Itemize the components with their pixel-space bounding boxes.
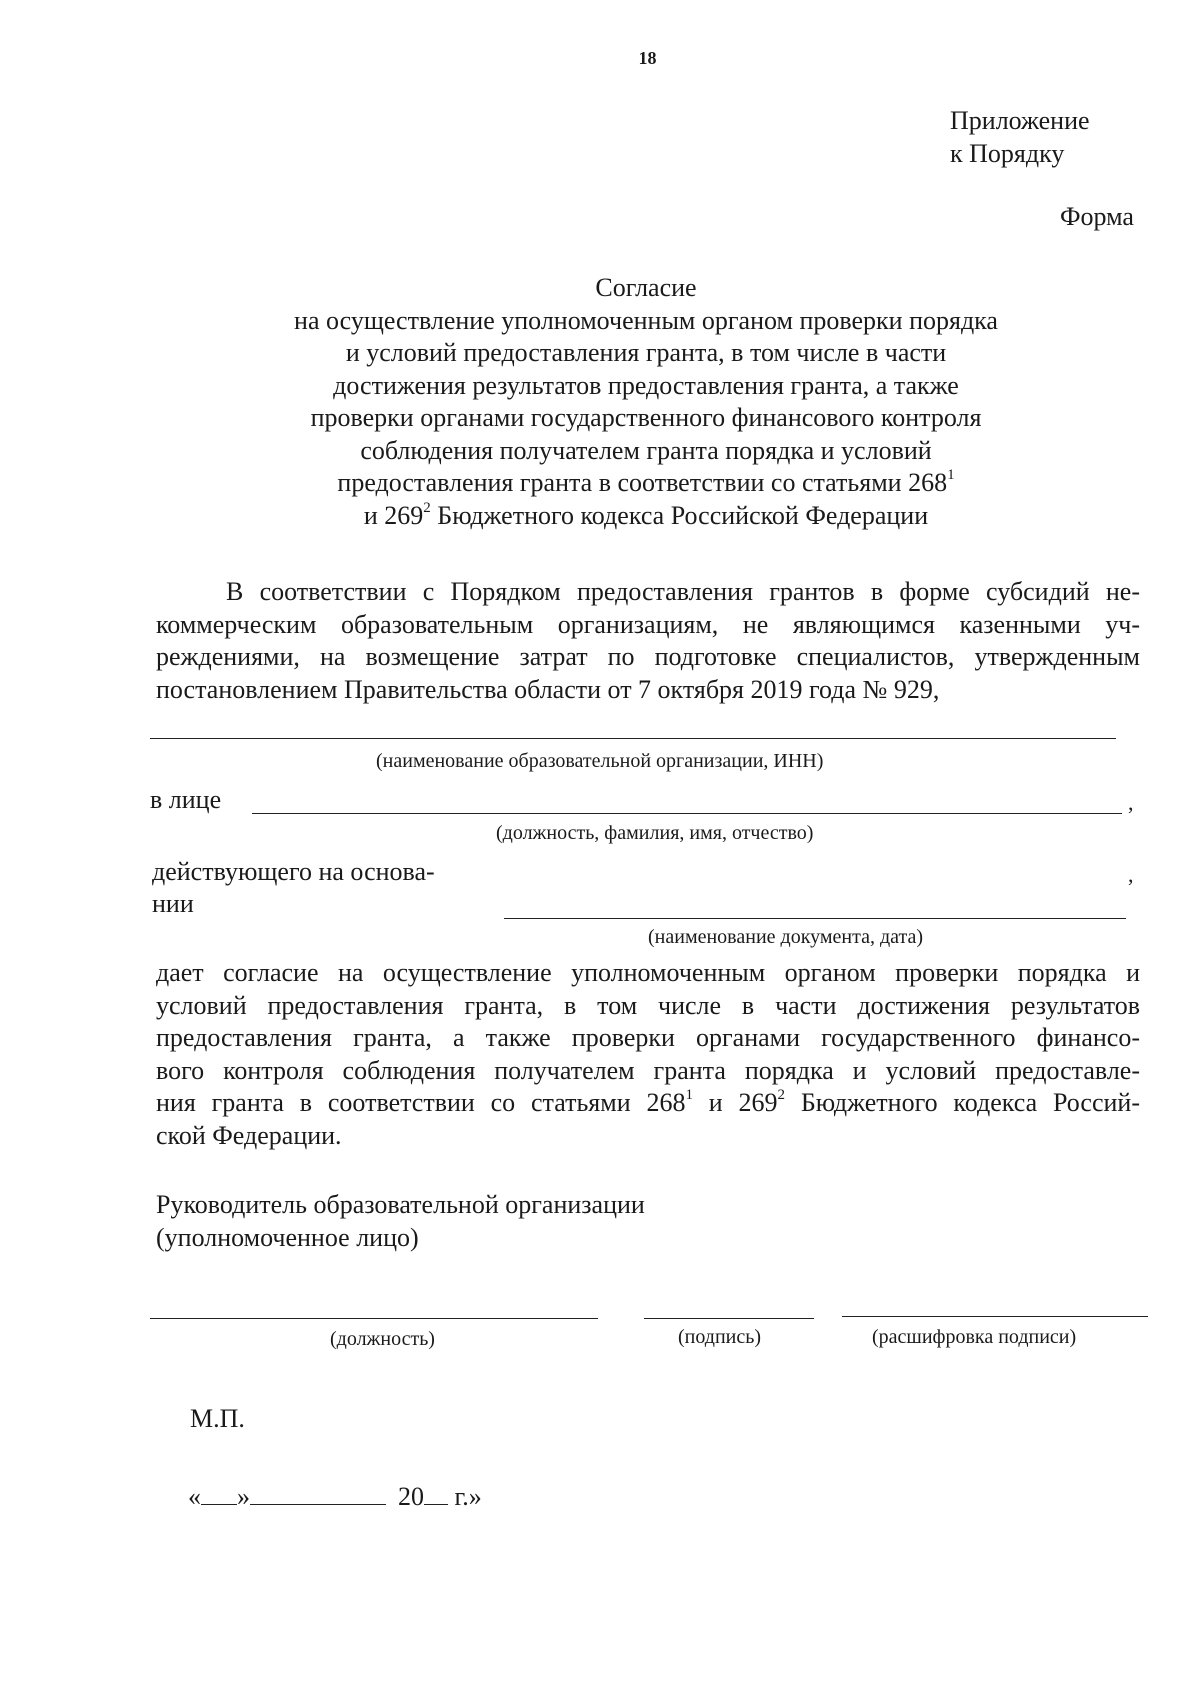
in-person-caption: (должность, фамилия, имя, отчество) [496, 822, 814, 844]
intro-line-2: коммерческим образовательным организациям, не являющимся казенными уч- [156, 609, 1140, 639]
consent-line-5 [156, 1087, 1140, 1120]
title-line-6 [196, 467, 1096, 500]
title-line-6-text: предоставления гранта в соответствии со статьями 268 [337, 468, 948, 497]
consent-line-2: условий предоставления гранта, в том числе в части достижения результатов [156, 990, 1140, 1020]
consent-line-5-c: Бюджетного кодекса Россий- [785, 1088, 1140, 1117]
title-line-2: и условий предоставления гранта, в том числе в части [345, 338, 947, 367]
signatory-block [156, 1188, 645, 1254]
decoding-signature-line[interactable] [842, 1316, 1148, 1317]
day-blank[interactable] [201, 1482, 237, 1505]
year-suffix: г.» [448, 1482, 482, 1511]
consent-line-5-b: и 269 [692, 1088, 778, 1117]
consent-line-4: вого контроля соблюдения получателем гранта порядка и условий предоставле- [156, 1055, 1140, 1085]
consent-line-1: дает согласие на осуществление уполномоченным органом проверки порядка и [156, 958, 1140, 987]
basis-caption: (наименование документа, дата) [648, 926, 924, 948]
title-line-5: соблюдения получателем гранта порядка и условий [360, 435, 932, 465]
title-line-7 [196, 500, 1096, 533]
org-name-field-line[interactable] [150, 738, 1116, 739]
intro-paragraph [156, 576, 1140, 706]
intro-line-3: реждениями, на возмещение затрат по подготовке специалистов, утвержденным [156, 642, 1140, 671]
title-line-7-pre: и 269 [363, 500, 424, 530]
intro-line-4: постановлением Правительства области от 7 октября 2019 года № 929, [156, 674, 940, 704]
month-blank[interactable] [250, 1482, 386, 1505]
consent-line-6: ской Федерации. [156, 1120, 342, 1150]
date-open-quote: « [188, 1482, 201, 1511]
consent-line-3: предоставления гранта, а также проверки органами государственного финансо- [156, 1023, 1140, 1052]
title-line-4: проверки органами государственного финансового контроля [310, 403, 982, 432]
page-number: 18 [638, 48, 657, 68]
consent-line-5-superscript-2: 2 [777, 1087, 786, 1104]
in-person-field-line[interactable] [252, 813, 1122, 814]
title-line-1: на осуществление уполномоченным органом проверки порядка [294, 305, 998, 335]
year-blank[interactable] [424, 1482, 448, 1505]
date-line [188, 1482, 482, 1512]
position-signature-line[interactable] [150, 1318, 598, 1319]
decoding-caption: (расшифровка подписи) [872, 1326, 1077, 1348]
title-heading: Согласие [595, 273, 697, 302]
signature-line[interactable] [644, 1318, 814, 1319]
title-line-3: достижения результатов предоставления гранта, а также [333, 370, 959, 400]
signature-caption: (подпись) [678, 1326, 762, 1348]
title-line-7-superscript: 2 [423, 499, 431, 516]
basis-field-line[interactable] [504, 918, 1126, 919]
position-caption: (должность) [330, 1328, 435, 1350]
signatory-line-2: (уполномоченное лицо) [156, 1223, 419, 1252]
basis-label [152, 856, 435, 920]
date-close-quote: » [237, 1482, 250, 1511]
form-label: Форма [1060, 202, 1134, 231]
appendix-line-2: к Порядку [950, 139, 1065, 168]
appendix-line-1: Приложение [950, 106, 1090, 135]
title-line-7-post: Бюджетного кодекса Российской Федерации [430, 500, 929, 530]
intro-line-1: В соответствии с Порядком предоставления грантов в форме субсидий не- [226, 577, 1140, 606]
in-person-label: в лице [150, 785, 222, 814]
consent-line-5-a: ния гранта в соответствии со статьями 268 [156, 1088, 686, 1117]
basis-comma: , [1128, 862, 1134, 887]
basis-label-line-1: действующего на основа- [152, 857, 435, 886]
in-person-comma: , [1128, 790, 1134, 815]
appendix-header [950, 104, 1090, 170]
year-prefix: 20 [398, 1482, 424, 1511]
basis-label-line-2: нии [152, 889, 194, 918]
title-line-6-superscript: 1 [947, 467, 955, 484]
consent-paragraph [156, 957, 1140, 1152]
stamp-place-label: М.П. [190, 1404, 245, 1433]
org-name-caption: (наименование образовательной организации, ИНН) [376, 750, 824, 772]
signatory-line-1: Руководитель образовательной организации [156, 1190, 645, 1219]
consent-line-5-superscript-1: 1 [685, 1087, 693, 1104]
document-title [196, 272, 1096, 532]
